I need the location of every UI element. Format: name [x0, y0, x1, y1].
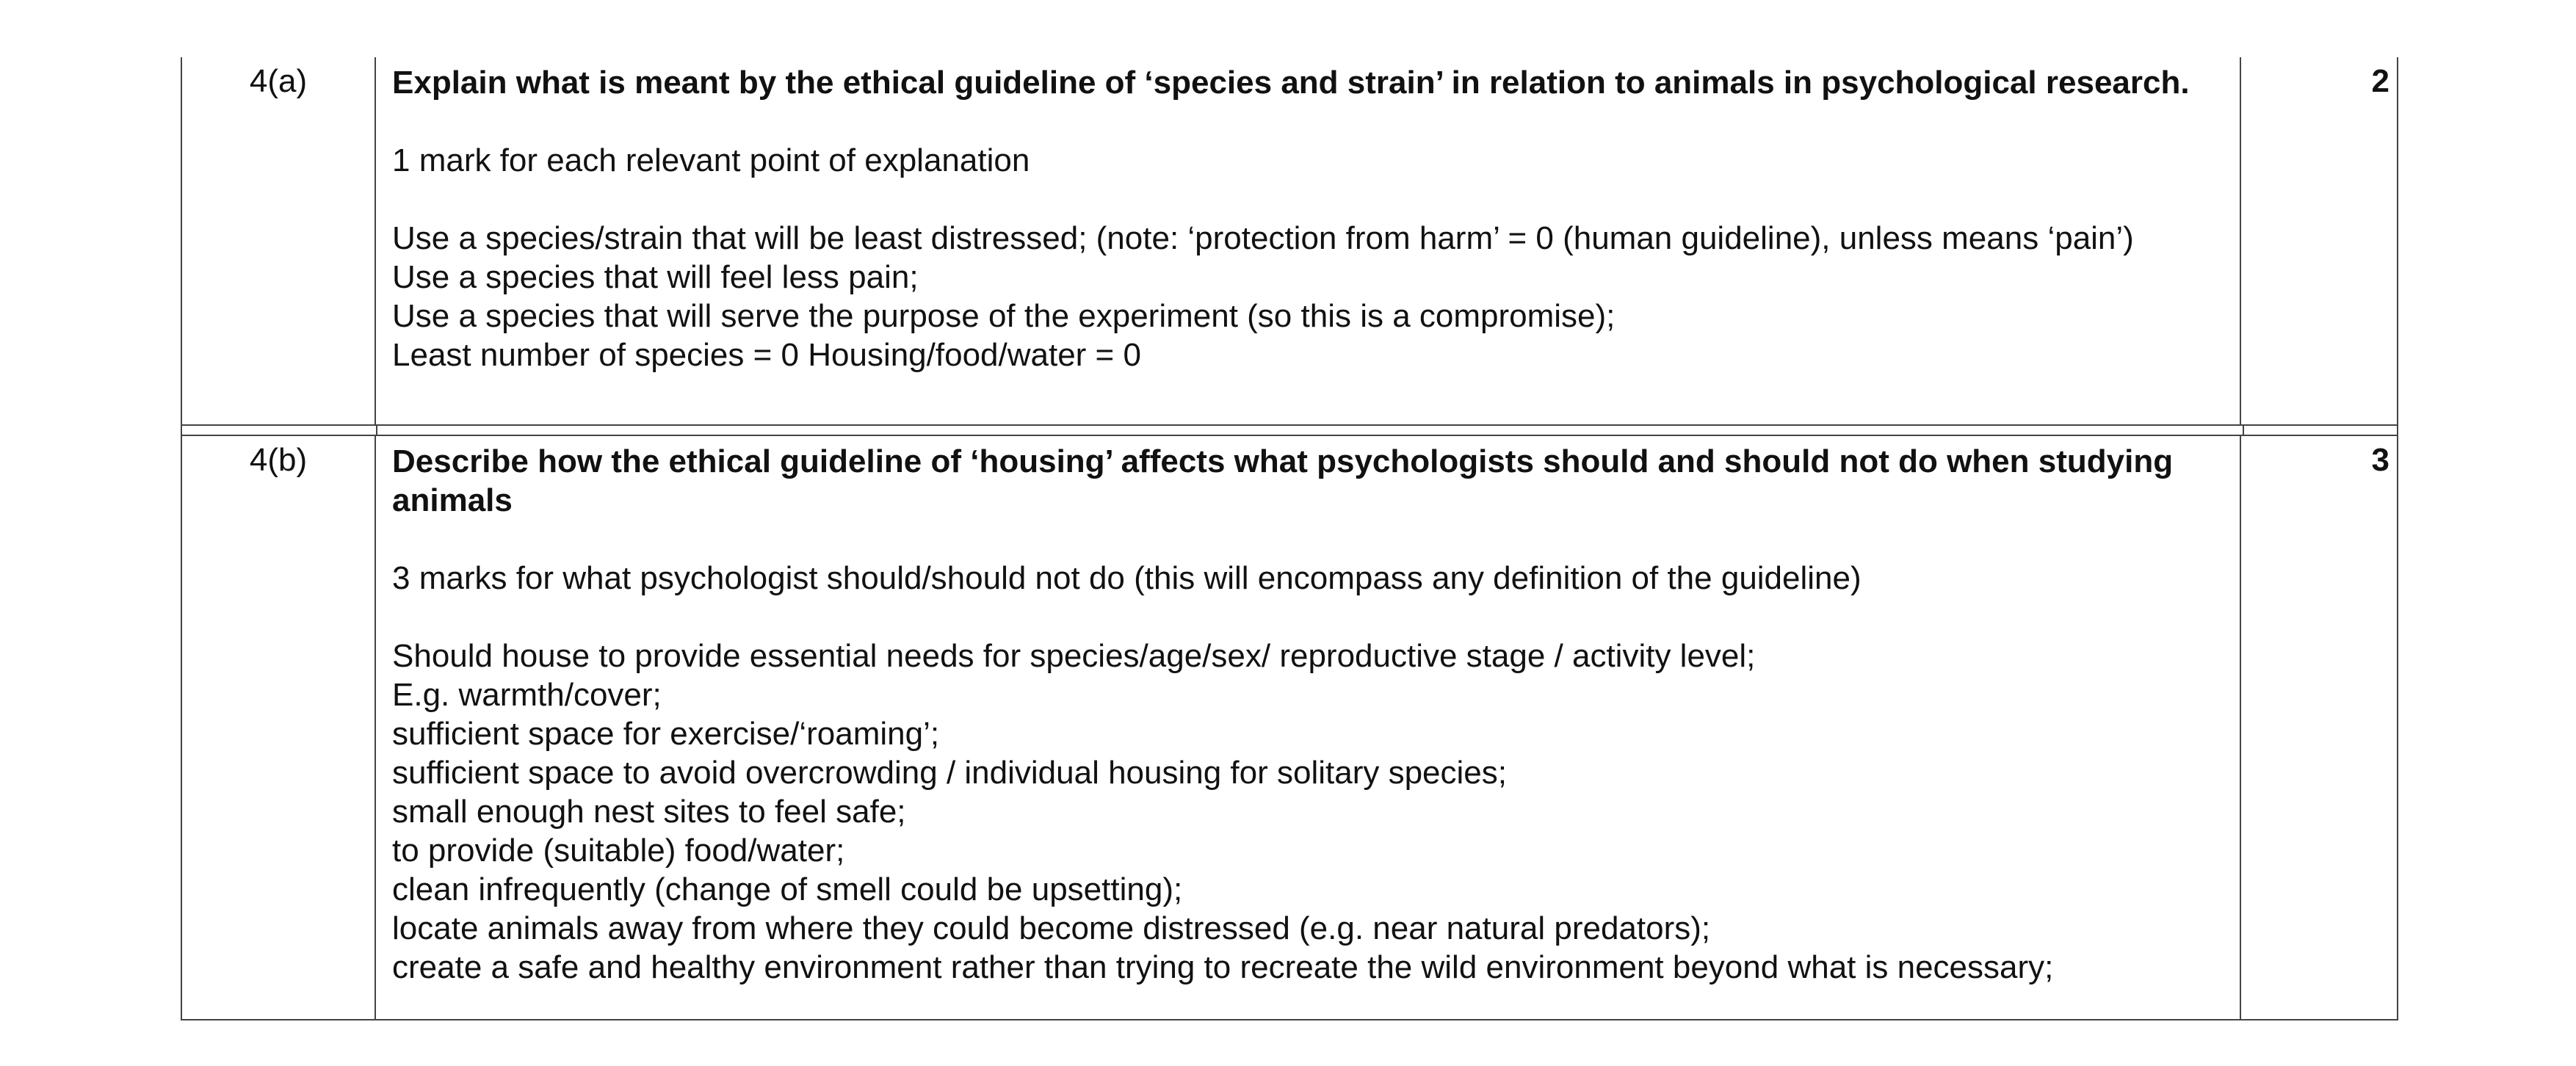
marks-value: 2 [2371, 63, 2389, 99]
marking-point: Use a species/strain that will be least distressed; (note: ‘protection from harm’ = 0 (human guideline), unless means ‘pain’) [392, 220, 2134, 256]
marking-point: create a safe and healthy environment rather than trying to recreate the wild environment beyond what is necessary; [392, 949, 2054, 985]
table-row-4a [182, 57, 2397, 424]
row-divider [182, 424, 2397, 436]
marking-point: locate animals away from where they could become distressed (e.g. near natural predators); [392, 910, 1711, 946]
marking-point: E.g. warmth/cover; [392, 677, 662, 713]
marking-point: sufficient space to avoid overcrowding / individual housing for solitary species; [392, 755, 1507, 791]
marking-point: small enough nest sites to feel safe; [392, 794, 906, 830]
marking-points [392, 219, 2225, 374]
marking-points [392, 637, 2225, 987]
answer-cell [376, 57, 2241, 424]
question-number: 4(b) [182, 436, 376, 1019]
answer-cell [376, 436, 2241, 1019]
table-row-4b [182, 436, 2397, 1020]
question-number: 4(a) [182, 57, 376, 424]
marking-point: Should house to provide essential needs for species/age/sex/ reproductive stage / activity level; [392, 638, 1756, 674]
marking-point: clean infrequently (change of smell could be upsetting); [392, 871, 1183, 907]
marks-value: 3 [2371, 442, 2389, 478]
marking-guidance: 3 marks for what psychologist should/should not do (this will encompass any definition of the guideline) [392, 560, 1862, 596]
marking-point: Use a species that will serve the purpose of the experiment (so this is a compromise); [392, 298, 1616, 334]
mark-scheme-table [181, 57, 2398, 1020]
marking-guidance: 1 mark for each relevant point of explanation [392, 142, 1030, 178]
marking-point: sufficient space for exercise/‘roaming’; [392, 716, 940, 752]
marking-point: Least number of species = 0 Housing/food/water = 0 [392, 337, 1141, 373]
marking-point: to provide (suitable) food/water; [392, 833, 845, 869]
question-text: Describe how the ethical guideline of ‘housing’ affects what psychologists should and should not do when studying animals [392, 443, 2174, 518]
question-text: Explain what is meant by the ethical guideline of ‘species and strain’ in relation to animals in psychological research. [392, 65, 2190, 101]
marking-point: Use a species that will feel less pain; [392, 259, 919, 295]
